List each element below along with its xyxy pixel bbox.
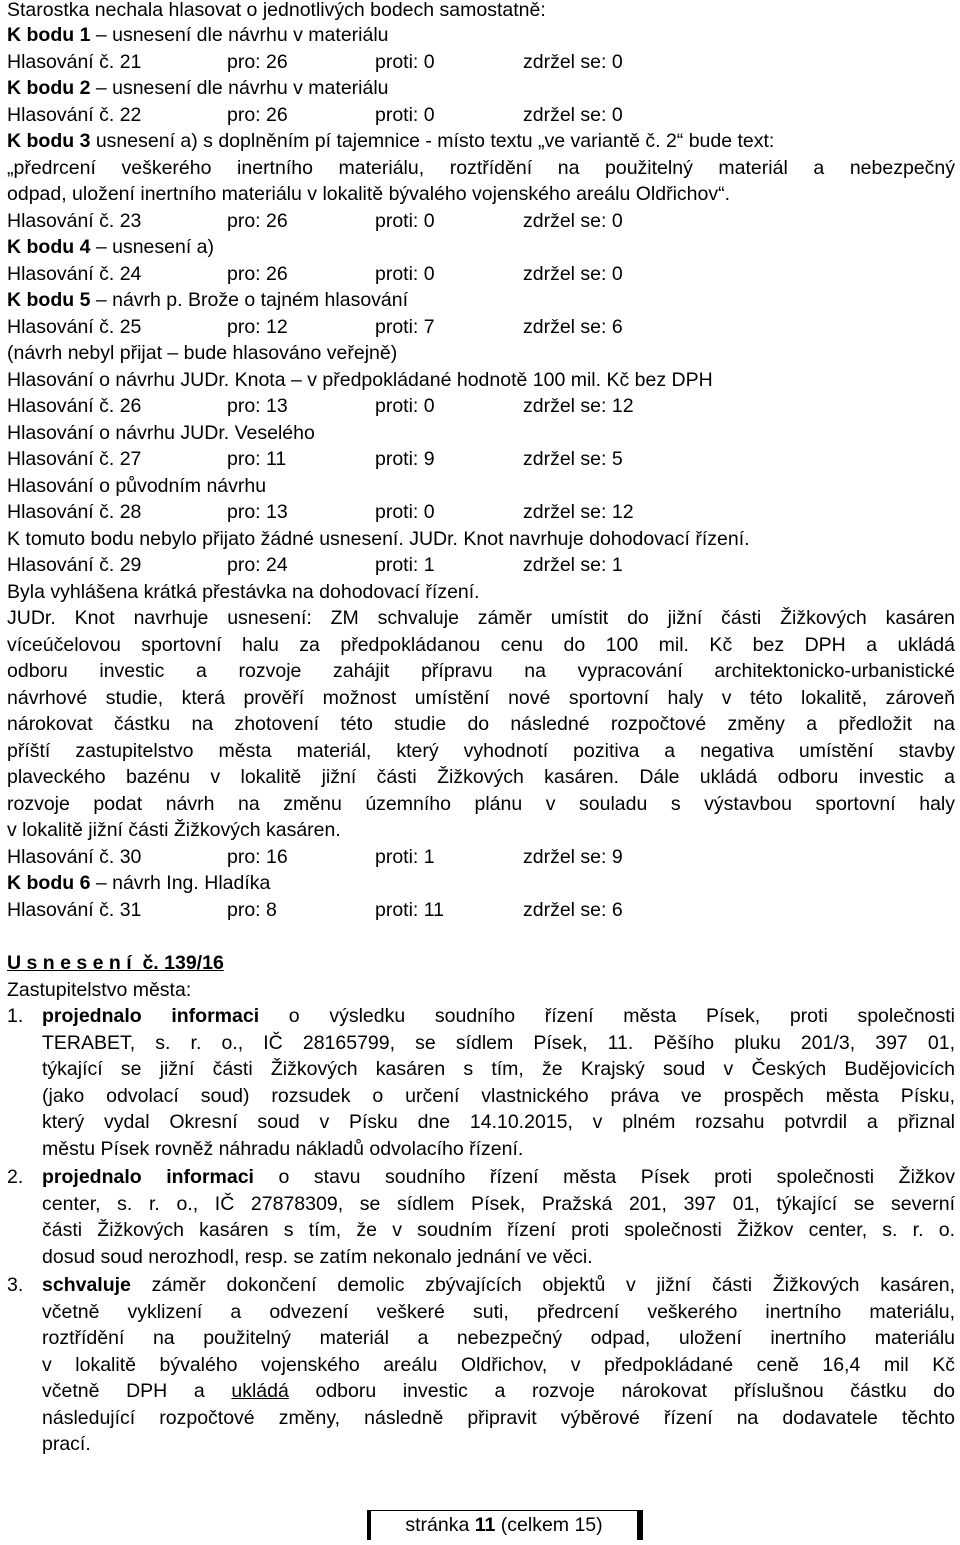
page-number: 11 bbox=[474, 1514, 496, 1536]
item-first-line: schvaluje záměr dokončení demolic zbývajících objektů v jižní části Žižkových kasáren, bbox=[42, 1274, 955, 1296]
item-number: 2. bbox=[7, 1166, 24, 1188]
resolution-subtitle: Zastupitelstvo města: bbox=[7, 979, 192, 1001]
item-heading: K bodu 3 usnesení a) s doplněním pí tajemnice - místo textu „ve variantě č. 2“ bude text: bbox=[7, 130, 775, 152]
text-line: Hlasování o návrhu JUDr. Veselého bbox=[7, 422, 315, 444]
item-first-line: projednalo informaci o výsledku soudního řízení města Písek, proti společnosti bbox=[42, 1005, 956, 1027]
text-line: odpad, uložení inertního materiálu v lokalitě bývalého vojenského areálu Oldřichov“. bbox=[7, 183, 731, 205]
item-number: 1. bbox=[7, 1005, 24, 1027]
text-line: Hlasování o původním návrhu bbox=[7, 475, 267, 497]
item-label: K bodu 1 bbox=[7, 24, 91, 46]
item-heading: K bodu 6 – návrh Ing. Hladíka bbox=[7, 872, 271, 894]
item-heading: K bodu 1 – usnesení dle návrhu v materiálu bbox=[7, 24, 389, 46]
item-heading: K bodu 5 – návrh p. Brože o tajném hlasování bbox=[7, 289, 409, 311]
item-first-line: projednalo informaci o stavu soudního řízení města Písek proti společnosti Žižkov bbox=[42, 1166, 955, 1188]
resolution-title: U s n e s e n í č. 139/16 bbox=[7, 952, 224, 974]
item-heading: K bodu 2 – usnesení dle návrhu v materiálu bbox=[7, 77, 389, 99]
item-line-with-underline: včetně DPH a ukládá odboru investic a rozvoje nárokovat příslušnou částku do bbox=[42, 1380, 955, 1402]
text-line: Byla vyhlášena krátká přestávka na dohodovací řízení. bbox=[7, 581, 480, 603]
text-line: (návrh nebyl přijat – bude hlasováno veřejně) bbox=[7, 342, 398, 364]
text-line: „předrcení veškerého inertního materiálu, roztřídění na použitelný materiál a nebezpečný bbox=[7, 157, 955, 179]
item-heading: K bodu 4 – usnesení a) bbox=[7, 236, 215, 258]
text-line: Hlasování o návrhu JUDr. Knota – v předpokládané hodnotě 100 mil. Kč bez DPH bbox=[7, 369, 713, 391]
intro-line: Starostka nechala hlasovat o jednotlivých bodech samostatně: bbox=[7, 0, 546, 21]
text-line: K tomuto bodu nebylo přijato žádné usnesení. JUDr. Knot navrhuje dohodovací řízení. bbox=[7, 528, 750, 550]
item-number: 3. bbox=[7, 1274, 24, 1296]
page-footer: stránka 11 (celkem 15) bbox=[367, 1510, 643, 1540]
